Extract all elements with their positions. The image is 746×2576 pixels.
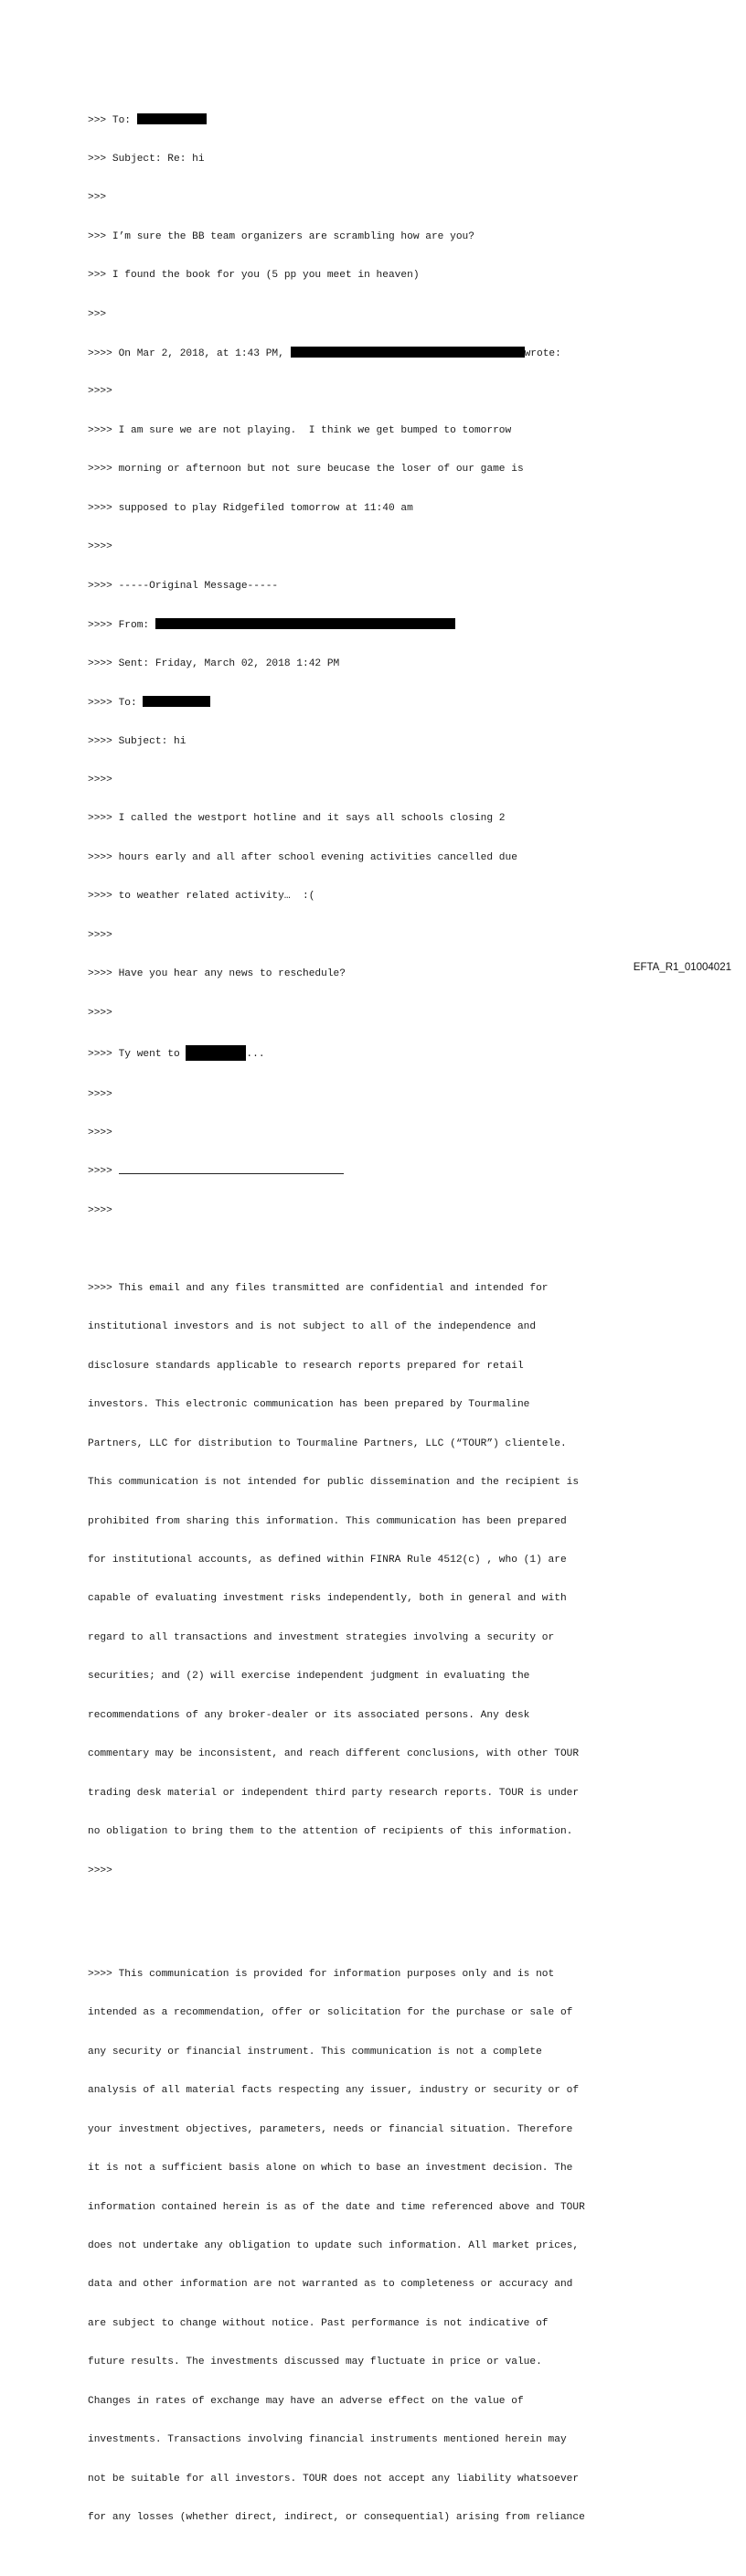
- disclaimer-line: regard to all transactions and investment strategies involving a security or: [88, 1631, 555, 1643]
- disclaimer-line: analysis of all material facts respecting any issuer, industry or security or of: [88, 2085, 580, 2097]
- text-line: >>>> supposed to play Ridgefiled tomorrow at 11:40 am: [88, 502, 413, 514]
- disclaimer-line: commentary may be inconsistent, and reach different conclusions, with other TOUR: [88, 1748, 580, 1760]
- text-line: >>>> hours early and all after school evening activities cancelled due: [88, 851, 517, 863]
- disclaimer-line: investments. Transactions involving financial instruments mentioned herein may: [88, 2434, 567, 2446]
- disclaimer-paragraph-1: [88, 1256, 728, 1903]
- signature-rule: [119, 1165, 344, 1174]
- text-line: >>>: [88, 308, 107, 320]
- disclaimer-line: recommendations of any broker-dealer or its associated persons. Any desk: [88, 1709, 530, 1721]
- text-line: >>>>: [88, 1088, 112, 1100]
- disclaimer-line: securities; and (2) will exercise independent judgment in evaluating the: [88, 1671, 530, 1683]
- disclaimer-line: >>>> This communication is provided for information purposes only and is not: [88, 1968, 555, 1980]
- redaction-block: [186, 1045, 246, 1061]
- disclaimer-line: institutional investors and is not subject to all of the independence and: [88, 1321, 537, 1333]
- text-line: >>>>: [88, 929, 112, 941]
- disclaimer-line: any security or financial instrument. This communication is not a complete: [88, 2046, 542, 2058]
- disclaimer-line: >>>> This email and any files transmitted are confidential and intended for: [88, 1282, 549, 1294]
- ty-prefix: >>>> Ty went to: [88, 1049, 186, 1061]
- disclaimer-line: future results. The investments discussed may fluctuate in price or value.: [88, 2357, 542, 2368]
- disclaimer-line: intended as a recommendation, offer or solicitation for the purchase or sale of: [88, 2007, 573, 2019]
- document-id: EFTA_R1_01004021: [633, 962, 731, 973]
- redaction-block: [155, 618, 455, 629]
- rule-prefix: >>>>: [88, 1166, 119, 1178]
- disclaimer-line: no obligation to bring them to the attention of recipients of this information.: [88, 1826, 573, 1838]
- disclaimer-line: Partners, LLC for distribution to Tourmaline Partners, LLC (“TOUR”) clientele.: [88, 1438, 567, 1449]
- disclaimer-line: This communication is not intended for public dissemination and the recipient is: [88, 1477, 580, 1489]
- text-line: >>> Subject: Re: hi: [88, 153, 205, 165]
- original-to-line: [88, 696, 728, 709]
- disclaimer-line: >>>>: [88, 1865, 112, 1876]
- email-body: [88, 88, 728, 2576]
- rule-line: [88, 1165, 728, 1178]
- text-line: >>>>: [88, 386, 112, 398]
- disclaimer-line: prohibited from sharing this information. This communication has been prepared: [88, 1515, 567, 1527]
- to-label: >>> To:: [88, 115, 137, 127]
- redaction-block: [291, 347, 525, 358]
- disclaimer-line: investors. This electronic communication has been prepared by Tourmaline: [88, 1399, 530, 1411]
- text-line: >>>> Have you hear any news to reschedule?: [88, 968, 346, 980]
- text-line: >>>>: [88, 1204, 112, 1216]
- disclaimer-line: data and other information are not warranted as to completeness or accuracy and: [88, 2279, 573, 2291]
- text-line: >>>> -----Original Message-----: [88, 580, 279, 592]
- sent-line: >>>> Sent: Friday, March 02, 2018 1:42 PM: [88, 657, 340, 669]
- disclaimer-line: does not undertake any obligation to update such information. All market prices,: [88, 2239, 580, 2251]
- on-date-suffix: wrote:: [524, 348, 561, 360]
- text-line: >>> I found the book for you (5 pp you meet in heaven): [88, 270, 420, 282]
- disclaimer-line: for institutional accounts, as defined within FINRA Rule 4512(c) , who (1) are: [88, 1554, 567, 1566]
- from-line: [88, 618, 728, 631]
- text-line: >>>>: [88, 541, 112, 553]
- disclaimer-line: Changes in rates of exchange may have an adverse effect on the value of: [88, 2395, 524, 2407]
- disclaimer-paragraph-2: [88, 1942, 728, 2550]
- text-line: >>>> I am sure we are not playing. I think we get bumped to tomorrow: [88, 424, 512, 436]
- disclaimer-line: your investment objectives, parameters, needs or financial situation. Therefore: [88, 2123, 573, 2135]
- disclaimer-line: not be suitable for all investors. TOUR does not accept any liability whatsoever: [88, 2473, 580, 2485]
- text-line: >>>>: [88, 1127, 112, 1138]
- on-date-line: [88, 347, 728, 359]
- redaction-block: [143, 696, 210, 707]
- disclaimer-line: trading desk material or independent third party research reports. TOUR is under: [88, 1787, 580, 1799]
- disclaimer-line: disclosure standards applicable to research reports prepared for retail: [88, 1360, 524, 1372]
- disclaimer-line: capable of evaluating investment risks independently, both in general and with: [88, 1593, 567, 1605]
- on-date-prefix: >>>> On Mar 2, 2018, at 1:43 PM,: [88, 348, 291, 360]
- disclaimer-line: it is not a sufficient basis alone on which to base an investment decision. The: [88, 2163, 573, 2175]
- to-label: >>>> To:: [88, 698, 144, 710]
- text-line: >>>> morning or afternoon but not sure beucase the loser of our game is: [88, 464, 524, 476]
- text-line: >>>> I called the westport hotline and it says all schools closing 2: [88, 813, 506, 825]
- redaction-block: [137, 113, 207, 124]
- from-label: >>>> From:: [88, 620, 155, 632]
- to-line: [88, 113, 728, 126]
- ty-line: [88, 1045, 728, 1062]
- disclaimer-line: for any losses (whether direct, indirect, or consequential) arising from reliance: [88, 2512, 585, 2524]
- text-line: >>>>: [88, 775, 112, 786]
- disclaimer-line: are subject to change without notice. Past performance is not indicative of: [88, 2317, 549, 2329]
- disclaimer-line: information contained herein is as of the date and time referenced above and TOUR: [88, 2201, 585, 2213]
- text-line: >>>> Subject: hi: [88, 735, 186, 747]
- ty-suffix: ...: [246, 1049, 265, 1061]
- text-line: >>>> to weather related activity… :(: [88, 891, 315, 903]
- text-line: >>>>: [88, 1007, 112, 1019]
- text-line: >>> I’m sure the BB team organizers are scrambling how are you?: [88, 230, 474, 242]
- text-line: >>>: [88, 192, 107, 204]
